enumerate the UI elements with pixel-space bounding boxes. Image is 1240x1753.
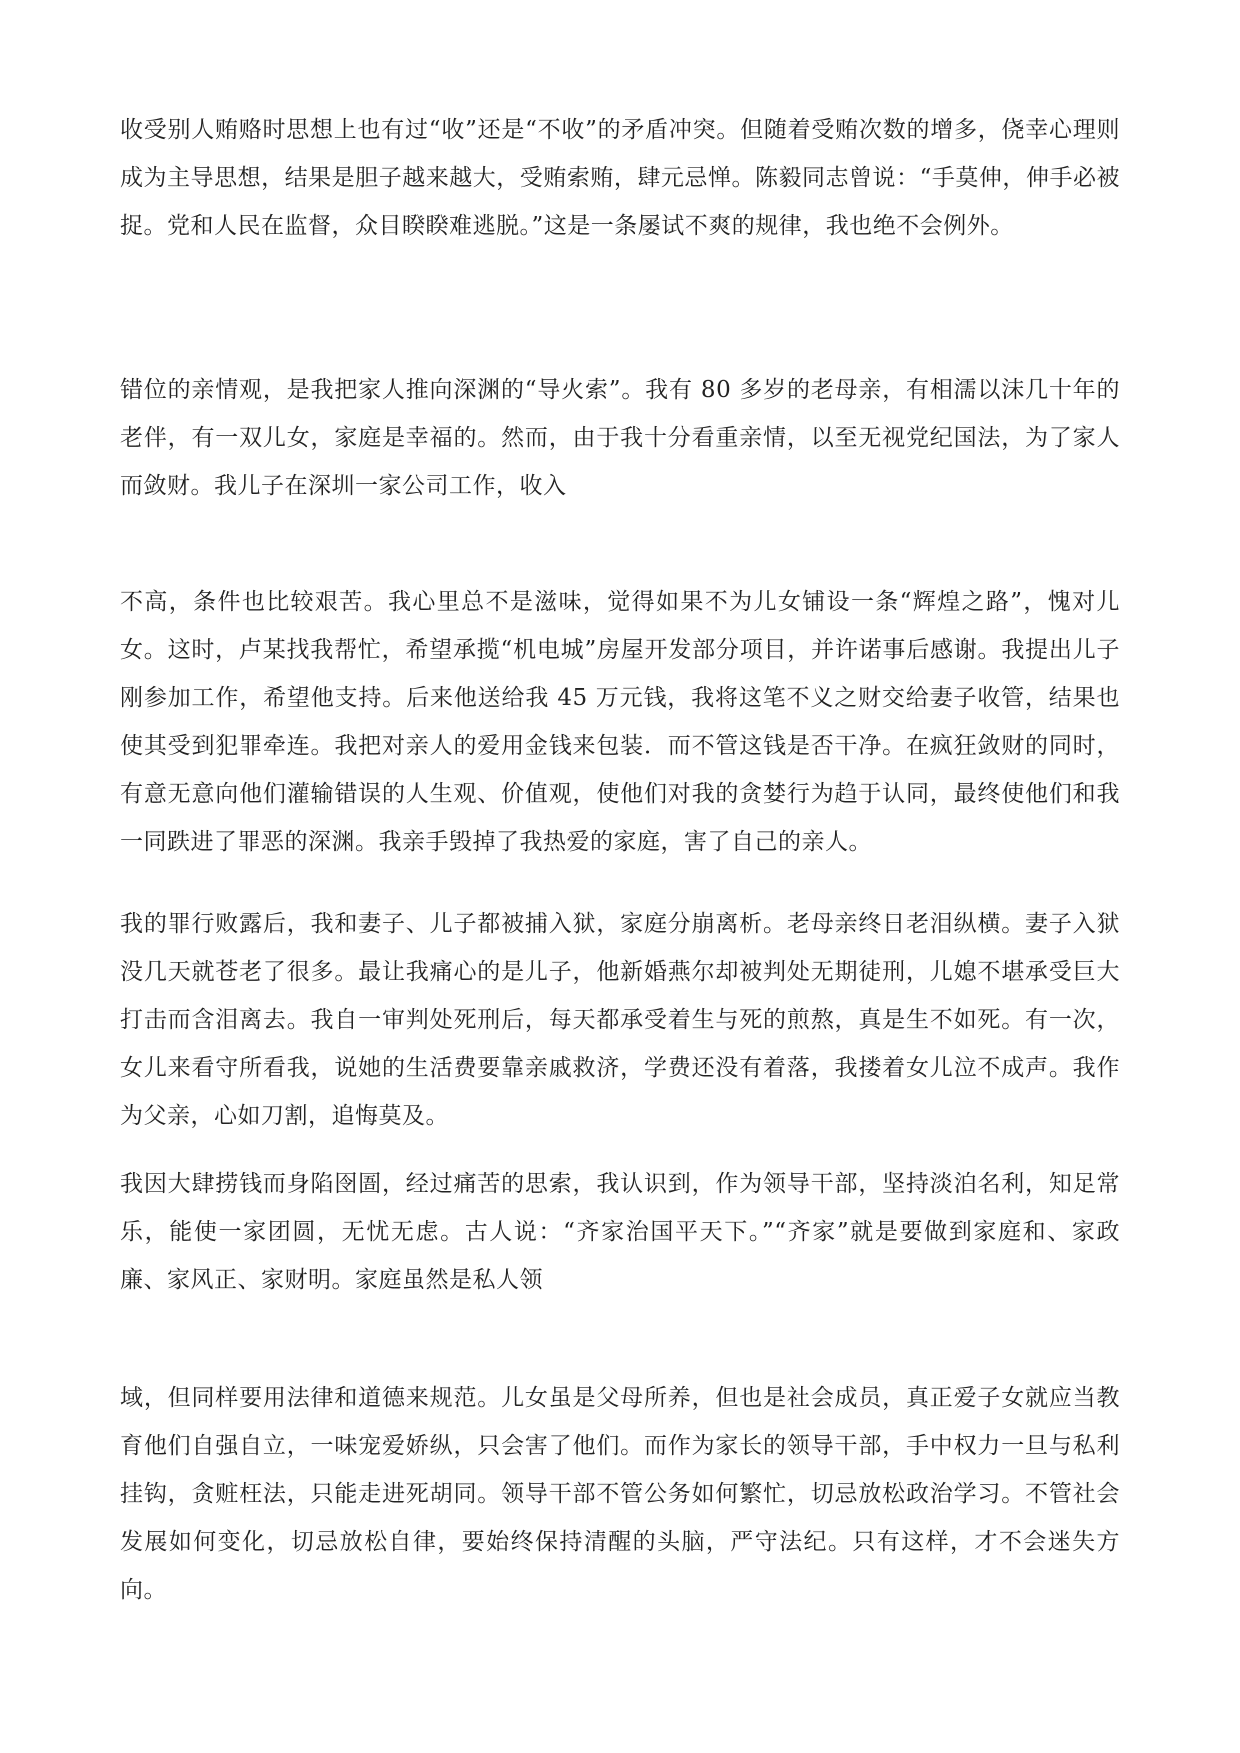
- paragraph-4: 我的罪行败露后，我和妻子、儿子都被捕入狱，家庭分崩离析。老母亲终日老泪纵横。妻子入狱没几天就苍老了很多。最让我痛心的是儿子，他新婚燕尔却被判处无期徒刑，儿媳不堪承受巨大打击而含泪离去。我自一审判处死刑后，每天都承受着生与死的煎熬，真是生不如死。有一次，女儿来看守所看我，说她的生活费要靠亲戚救济，学费还没有着落，我搂着女儿泣不成声。我作为父亲，心如刀割，追悔莫及。: [120, 911, 1120, 1129]
- paragraph-6: 域，但同样要用法律和道德来规范。儿女虽是父母所养，但也是社会成员，真正爱子女就应当教育他们自强自立，一味宠爱娇纵，只会害了他们。而作为家长的领导干部，手中权力一旦与私利挂钩，贪赃枉法，只能走进死胡同。领导干部不管公务如何繁忙，切忌放松政治学习。不管社会发展如何变化，切忌放松自律，要始终保持清醒的头脑，严守法纪。只有这样，才不会迷失方向。: [120, 1385, 1120, 1603]
- paragraph-1: 收受别人贿赂时思想上也有过“收”还是“不收”的矛盾冲突。但随着受贿次数的增多，侥幸心理则成为主导思想，结果是胆子越来越大，受贿索贿，肆元忌惮。陈毅同志曾说：“手莫伸，伸手必被捉。党和人民在监督，众目睽睽难逃脱。”这是一条屡试不爽的规律，我也绝不会例外。: [120, 117, 1120, 239]
- paragraph-5: 我因大肆捞钱而身陷囹圄，经过痛苦的思索，我认识到，作为领导干部，坚持淡泊名利，知足常乐，能使一家团圆，无忧无虑。古人说：“齐家治国平天下。”“齐家”就是要做到家庭和、家政廉、家风正、家财明。家庭虽然是私人领: [120, 1171, 1120, 1293]
- paragraph-3: 不高，条件也比较艰苦。我心里总不是滋味，觉得如果不为儿女铺设一条“辉煌之路”，愧对儿女。这时，卢某找我帮忙，希望承揽“机电城”房屋开发部分项目，并许诺事后感谢。我提出儿子刚参加工作，希望他支持。后来他送给我 45 万元钱，我将这笔不义之财交给妻子收管，结果也使其受到犯罪牵连。我把对亲人的爱用金钱来包装．而不管这钱是否干净。在疯狂敛财的同时，有意无意向他们灌输错误的人生观、价值观，使他们对我的贪婪行为趋于认同，最终使他们和我一同跌进了罪恶的深渊。我亲手毁掉了我热爱的家庭，害了自己的亲人。: [120, 589, 1120, 855]
- paragraph-2: 错位的亲情观，是我把家人推向深渊的“导火索”。我有 80 多岁的老母亲，有相濡以沫几十年的老伴，有一双儿女，家庭是幸福的。然而，由于我十分看重亲情，以至无视党纪国法，为了家人而敛财。我儿子在深圳一家公司工作，收入: [120, 377, 1120, 499]
